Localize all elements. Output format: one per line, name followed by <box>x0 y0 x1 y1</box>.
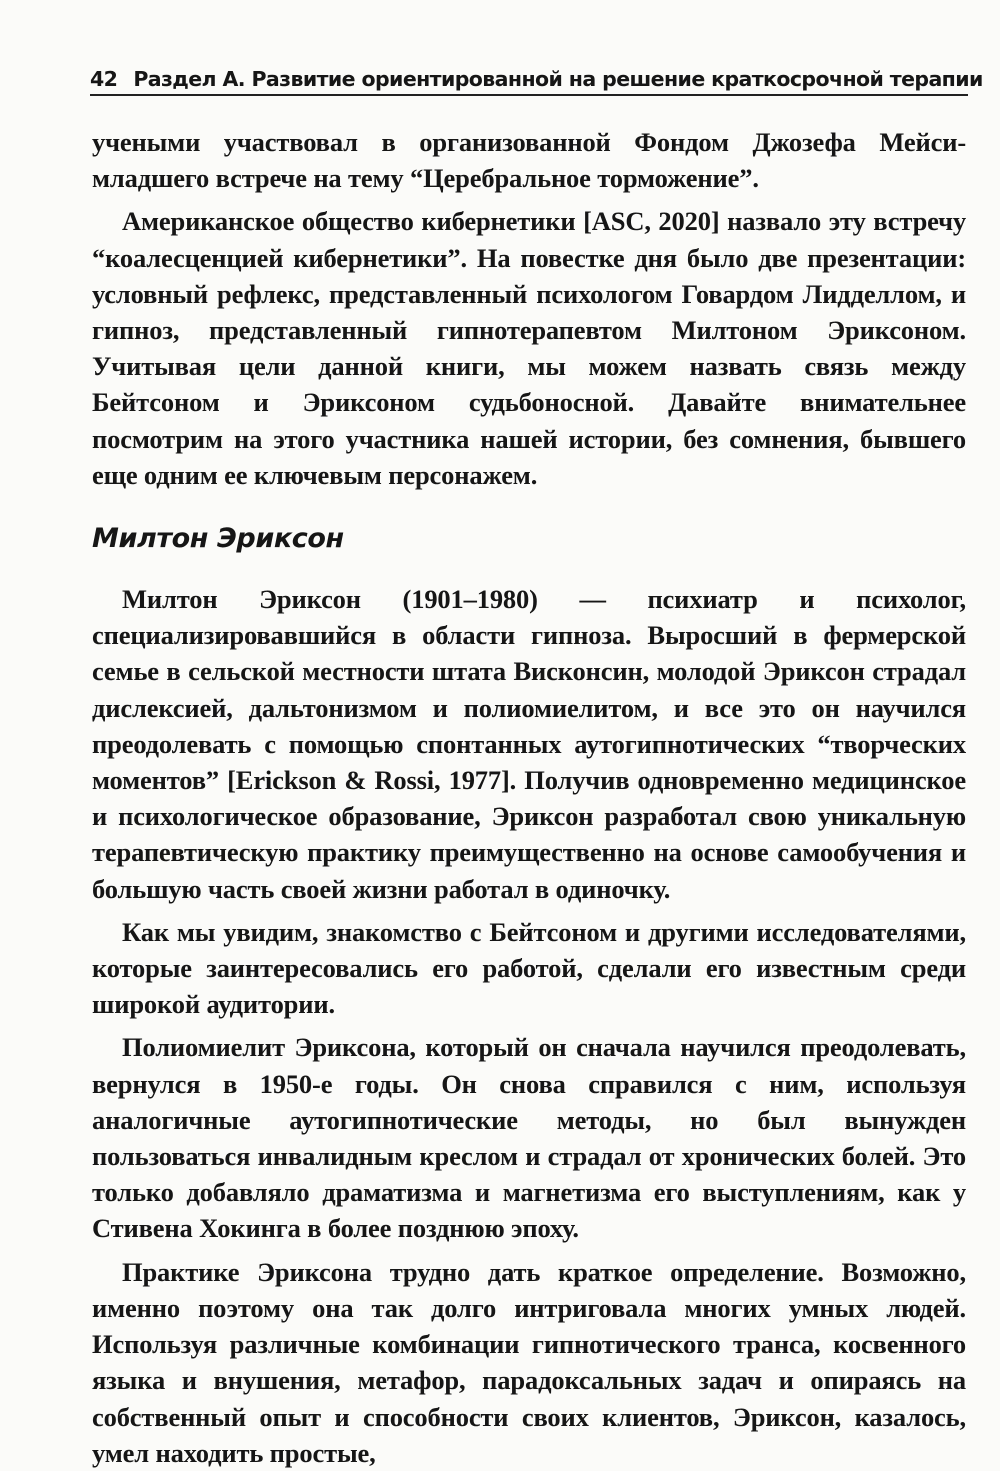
paragraph-continuation <box>92 124 966 196</box>
paragraph-2: Милтон Эриксон (1901–1980) — психиатр и психолог, специализировавшийся в области гипноза. Выросший в фермерской семье в сельской местности штата Висконсин, молодой Эриксон страдал дислексией, дальтонизмом и полиомиелитом, и все это он научился преодолевать с помощью спонтанных аутогипнотических “творческих моментов” [Erickson & Rossi, 1977]. Получив одновременно медицинское и психологическое образование, Эриксон разработал свою уникальную терапевтическую практику преимущественно на основе самообучения и большую часть своей жизни работал в одиночку. <box>92 584 966 904</box>
paragraph-4: Полиомиелит Эриксона, который он сначала научился преодолевать, вернулся в 1950-е годы. Он снова справился с ним, используя аналогичные аутогипнотические методы, но был вынужден пользоваться инвалидным креслом и страдал от хронических болей. Это только добавляло драматизма и магнетизма его выступлениям, как у Стивена Хокинга в более позднюю эпоху. <box>92 1032 966 1244</box>
paragraph-3: Как мы увидим, знакомство с Бейтсоном и другими исследователями, которые заинтересовались его работой, сделали его известным среди широкой аудитории. <box>92 916 966 1020</box>
page-number: 42 <box>90 67 118 91</box>
body-text <box>92 124 966 1471</box>
running-title: Раздел А. Развитие ориентированной на решение краткосрочной терапии <box>133 67 983 91</box>
continuation-line-2: младшего встрече на тему “Церебральное торможение”. <box>92 163 759 194</box>
running-header <box>90 64 983 96</box>
continuation-line-1: учеными участвовал в организованной Фондом Джозефа Мейси- <box>92 127 966 157</box>
section-heading: Милтон Эриксон <box>92 523 344 555</box>
paragraph-1: Американское общество кибернетики [ASC, 2020] назвало эту встречу “коалесценцией кибернетики”. На повестке дня было две презентации: условный рефлекс, представленный психологом Говардом Лидделлом, и гипноз, представленный гипнотерапевтом Милтоном Эриксоном. Учитывая цели данной книги, мы можем назвать связь между Бейтсоном и Эриксоном судьбоносной. Давайте внимательнее посмотрим на этого участника нашей истории, без сомнения, бывшего еще одним ее ключевым персонажем. <box>92 206 966 490</box>
paragraph-5: Практике Эриксона трудно дать краткое определение. Возможно, именно поэтому она так долго интриговала многих умных людей. Используя различные комбинации гипнотического транса, косвенного языка и внушения, метафор, парадоксальных задач и опираясь на собственный опыт и способности своих клиентов, Эриксон, казалось, умел находить простые, <box>92 1256 966 1468</box>
